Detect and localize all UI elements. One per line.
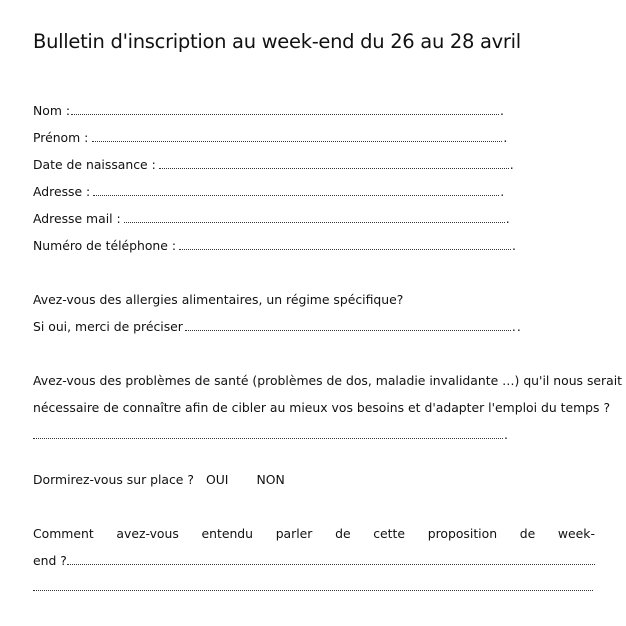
telephone-label: Numéro de téléphone : [33, 238, 177, 253]
prenom-label: Prénom : [33, 130, 89, 145]
field-nom[interactable]: Nom : . [33, 103, 504, 118]
allergies-question: Avez-vous des allergies alimentaires, un régime spécifique? [33, 292, 404, 307]
allergies-precision-label: Si oui, merci de préciser [33, 319, 183, 334]
source-question-line1: Comment avez-vous entendu parler de cette proposition de week- [33, 526, 595, 541]
prenom-blank[interactable] [92, 131, 502, 142]
adresse-mail-blank[interactable] [124, 212, 505, 223]
source-question-line2: end ? [33, 553, 67, 568]
field-prenom[interactable]: Prénom : . [33, 130, 508, 145]
source-blank-2[interactable] [33, 580, 593, 591]
nom-label: Nom : [33, 103, 71, 118]
sante-question-line2: nécessaire de connaître afin de cibler au mieux vos besoins et d'adapter l'emploi du temps ? [33, 400, 611, 415]
dormir-question: Dormirez-vous sur place ? OUI NON [33, 472, 285, 487]
field-telephone[interactable]: Numéro de téléphone : . [33, 238, 516, 253]
sante-question-line1: Avez-vous des problèmes de santé (problèmes de dos, maladie invalidante …) qu'il nous serait [33, 373, 623, 388]
option-oui[interactable]: OUI [205, 472, 229, 487]
source-blank-1[interactable] [67, 554, 595, 565]
field-source-continued[interactable] [33, 580, 593, 591]
telephone-blank[interactable] [179, 239, 511, 250]
adresse-label: Adresse : [33, 184, 91, 199]
field-allergies-precision[interactable]: Si oui, merci de préciser . . [33, 319, 521, 334]
sante-blank[interactable] [33, 428, 503, 439]
adresse-mail-label: Adresse mail : [33, 211, 121, 226]
adresse-blank[interactable] [93, 185, 499, 196]
option-non[interactable]: NON [256, 472, 285, 487]
date-naissance-label: Date de naissance : [33, 157, 156, 172]
date-naissance-blank[interactable] [159, 158, 509, 169]
allergies-precision-blank[interactable] [185, 320, 511, 331]
field-sante[interactable]: . [33, 427, 508, 442]
field-date-naissance[interactable]: Date de naissance : . [33, 157, 514, 172]
field-adresse-mail[interactable]: Adresse mail : . [33, 211, 510, 226]
field-adresse[interactable]: Adresse : . [33, 184, 505, 199]
field-source[interactable] [33, 553, 595, 568]
nom-blank[interactable] [71, 104, 499, 115]
form-title: Bulletin d'inscription au week-end du 26 au 28 avril [33, 30, 521, 53]
